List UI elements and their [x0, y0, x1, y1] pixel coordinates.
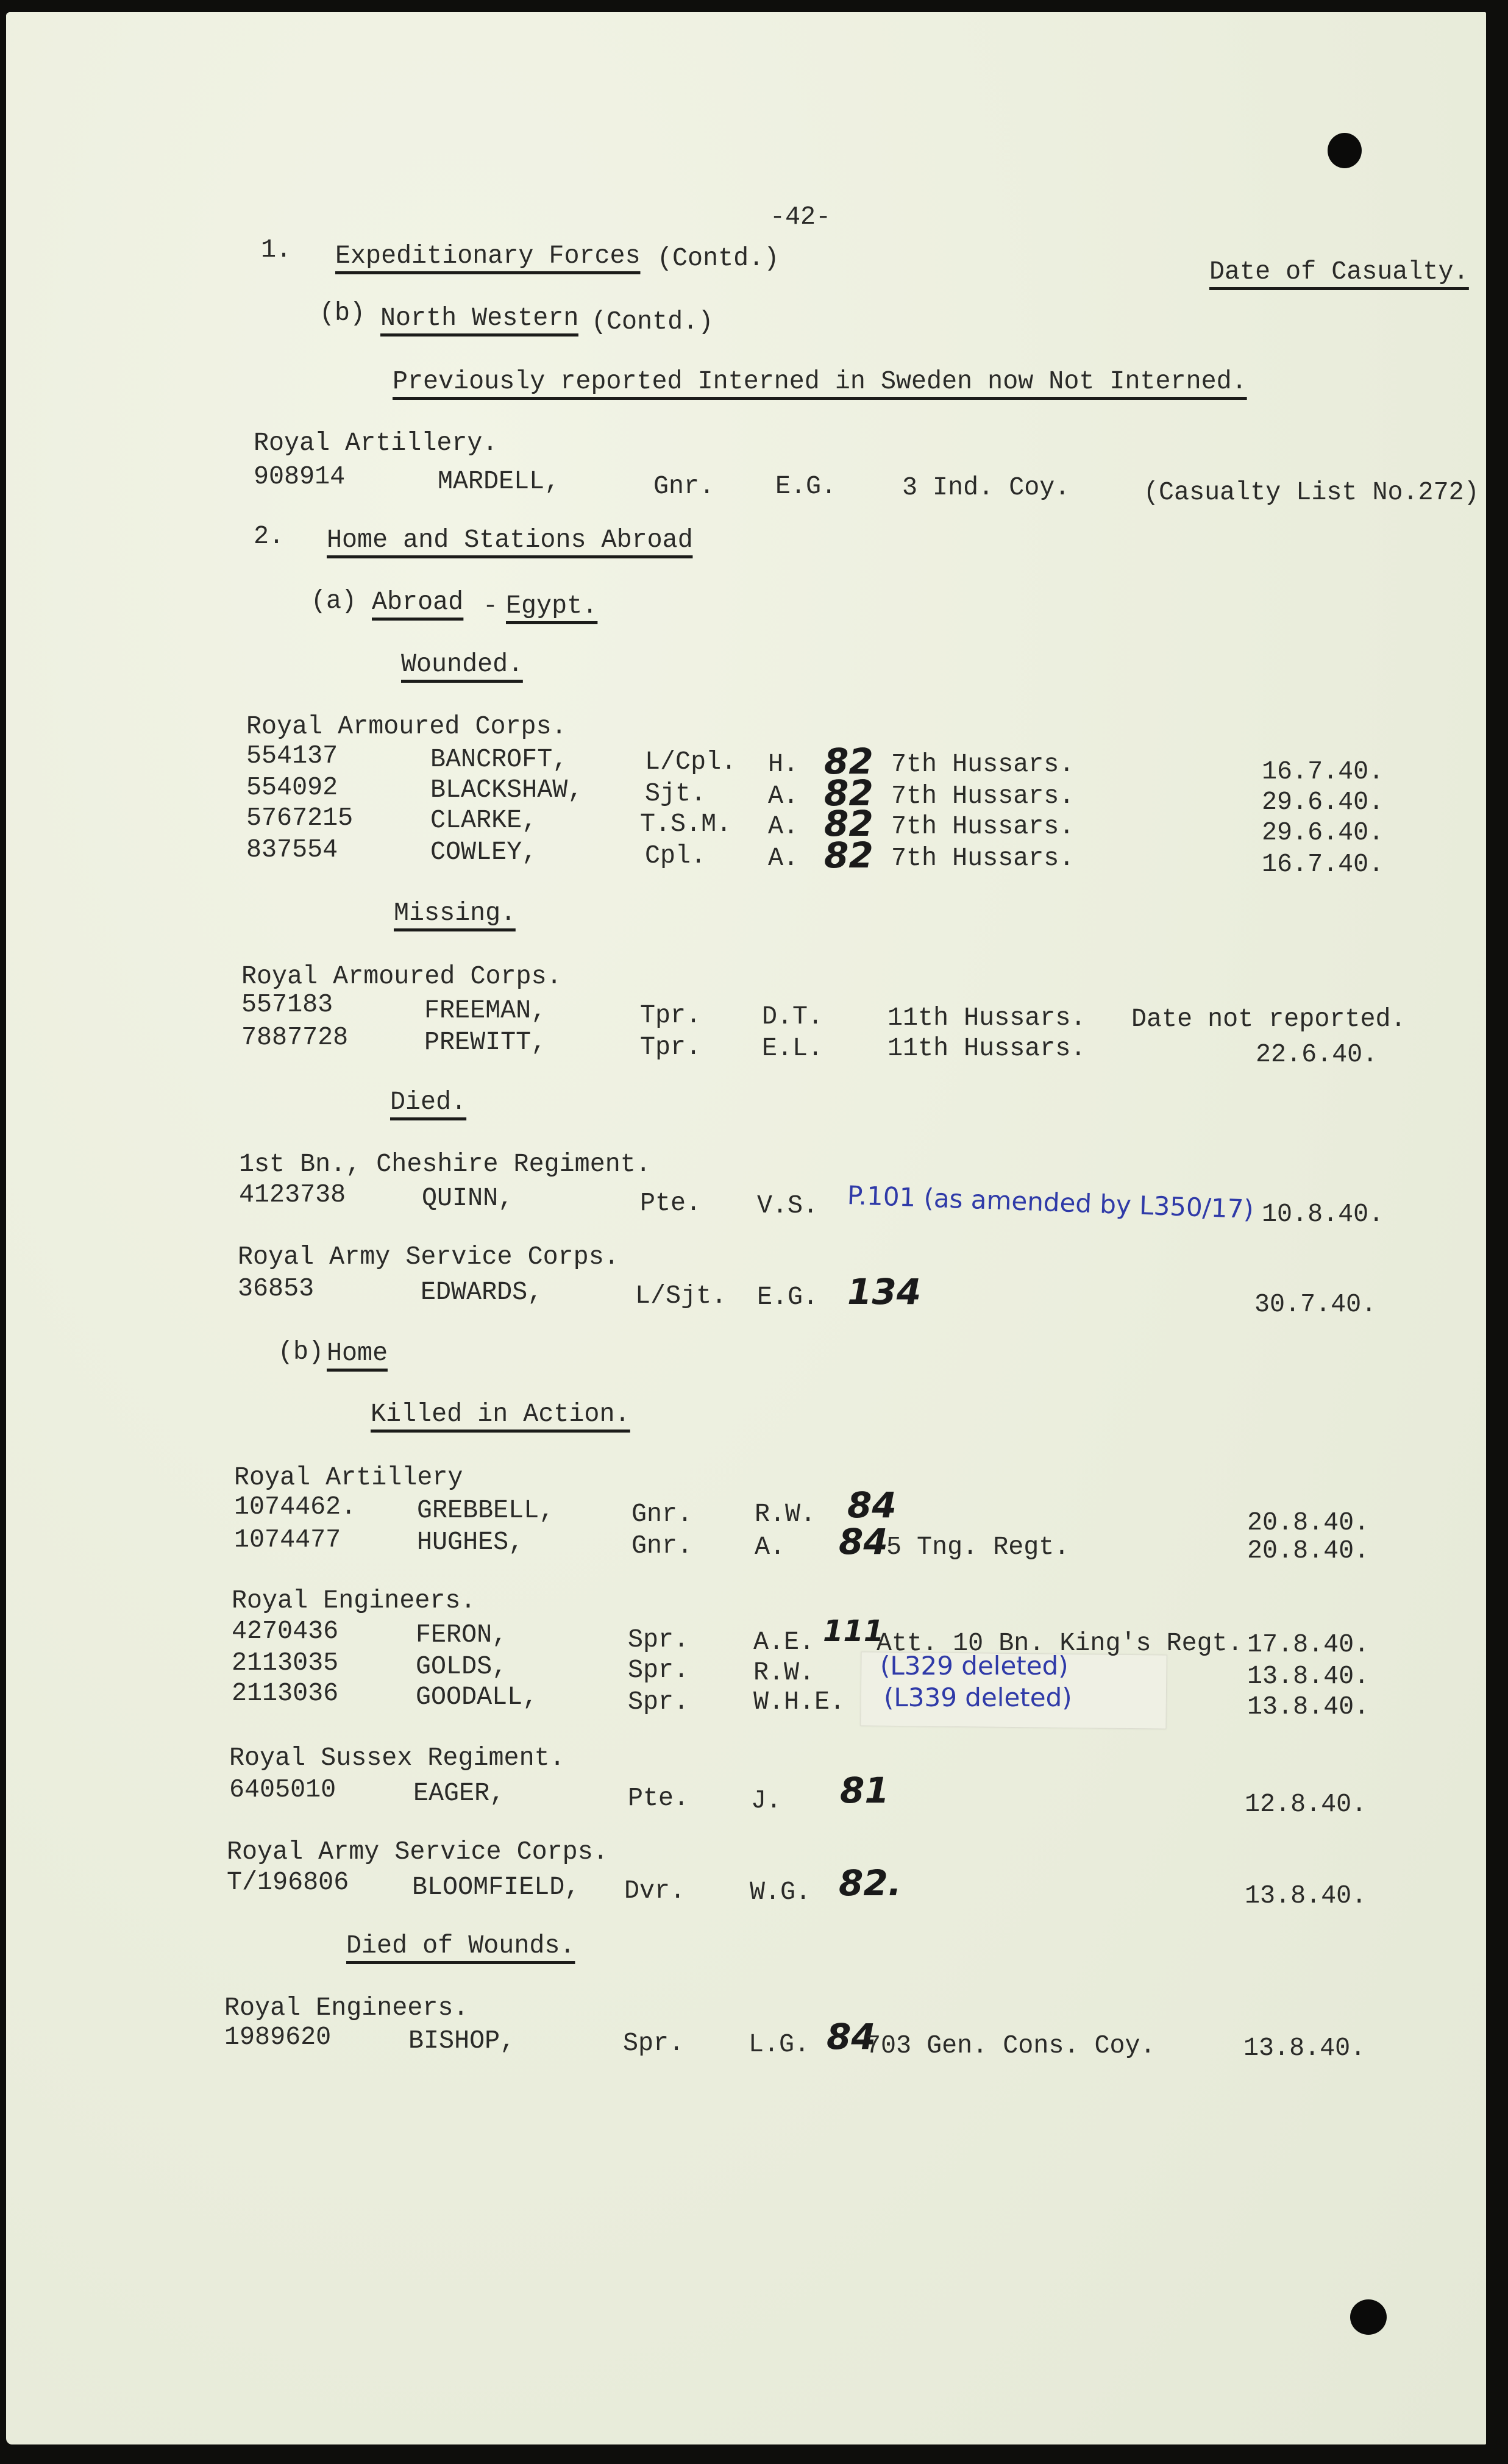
- subsection-place: Egypt.: [506, 593, 597, 624]
- handwritten-ref: 82: [824, 772, 873, 814]
- initials: E.G.: [775, 471, 837, 501]
- rank: Gnr.: [631, 1499, 693, 1529]
- handwritten-ref: 84: [827, 2016, 876, 2057]
- casualty-date: 20.8.40.: [1247, 1536, 1370, 1565]
- surname: BLOOMFIELD,: [412, 1872, 580, 1902]
- handwritten-ref: 134: [847, 1271, 922, 1312]
- unit-note: 7th Hussars.: [891, 749, 1075, 779]
- rank: Cpl.: [645, 841, 706, 871]
- section-heading-suffix: (Contd.): [657, 243, 780, 273]
- unit-name: Royal Army Service Corps.: [238, 1242, 619, 1272]
- subsection-title: Abroad: [372, 589, 463, 621]
- casualty-date: Date not reported.: [1131, 1004, 1406, 1034]
- unit-note: 7th Hussars.: [891, 843, 1075, 873]
- surname: GOODALL,: [416, 1682, 538, 1712]
- category-heading-killed: Killed in Action.: [371, 1401, 630, 1433]
- handwritten-ref: 82: [824, 741, 873, 782]
- service-number: 908914: [254, 461, 346, 491]
- casualty-date: 13.8.40.: [1243, 2033, 1366, 2063]
- service-number: 554092: [246, 772, 338, 802]
- surname: QUINN,: [422, 1183, 514, 1213]
- surname: BANCROFT,: [430, 744, 568, 774]
- surname: MARDELL,: [438, 466, 560, 496]
- subsection-label: (b): [319, 298, 366, 328]
- unit-note: 11th Hussars.: [887, 1003, 1086, 1033]
- initials: R.W.: [753, 1658, 815, 1687]
- service-number: 837554: [246, 835, 338, 864]
- service-number: 6405010: [229, 1775, 336, 1804]
- unit-note: 3 Ind. Coy.: [902, 472, 1070, 502]
- surname: GOLDS,: [416, 1651, 508, 1681]
- rank: L/Sjt.: [635, 1281, 727, 1311]
- category-heading-died: Died.: [390, 1089, 466, 1120]
- casualty-date: 13.8.40.: [1247, 1661, 1370, 1691]
- category-heading-wounded: Wounded.: [401, 651, 523, 683]
- section-number: 1.: [261, 235, 292, 265]
- pen-annotation: (L329 deleted): [880, 1651, 1069, 1681]
- casualty-date: 10.8.40.: [1262, 1199, 1384, 1229]
- initials: W.G.: [750, 1877, 811, 1907]
- surname: CLARKE,: [430, 805, 538, 835]
- initials: R.W.: [755, 1499, 816, 1529]
- unit-note: 703 Gen. Cons. Coy.: [866, 2031, 1156, 2060]
- service-number: 4270436: [232, 1616, 339, 1646]
- service-number: 1989620: [224, 2022, 332, 2052]
- unit-name: Royal Artillery: [234, 1462, 463, 1492]
- initials: A.: [755, 1532, 786, 1562]
- rank: Sjt.: [645, 778, 706, 808]
- unit-name: 1st Bn., Cheshire Regiment.: [239, 1149, 651, 1179]
- handwritten-ref: 81: [840, 1770, 889, 1811]
- casualty-date: 29.6.40.: [1262, 787, 1384, 817]
- rank: Spr.: [623, 2028, 685, 2058]
- unit-name: Royal Engineers.: [232, 1586, 476, 1615]
- surname: FREEMAN,: [424, 995, 547, 1025]
- casualty-date: 13.8.40.: [1247, 1692, 1370, 1722]
- initials: E.G.: [757, 1282, 819, 1312]
- subsection-title: North Western: [380, 305, 578, 336]
- casualty-list-ref: (Casualty List No.272): [1143, 477, 1479, 507]
- rank: Pte.: [628, 1783, 689, 1813]
- section-number: 2.: [254, 521, 285, 551]
- unit-name: Royal Armoured Corps.: [241, 961, 562, 991]
- status-heading: Previously reported Interned in Sweden now Not Interned.: [393, 368, 1247, 400]
- surname: BISHOP,: [408, 2026, 516, 2056]
- unit-name: Royal Artillery.: [254, 428, 498, 458]
- service-number: 2113036: [232, 1678, 339, 1708]
- service-number: 5767215: [246, 803, 354, 833]
- page-number: -42-: [770, 202, 831, 232]
- initials: E.L.: [762, 1033, 823, 1063]
- rank: Gnr.: [653, 471, 715, 501]
- subsection-dash: -: [483, 591, 499, 621]
- punch-hole-bottom: [1350, 2299, 1387, 2335]
- service-number: 2113035: [232, 1648, 339, 1678]
- unit-note: 11th Hussars.: [887, 1033, 1086, 1063]
- rank: Tpr.: [640, 1000, 702, 1030]
- casualty-date: 29.6.40.: [1262, 817, 1384, 847]
- rank: Tpr.: [640, 1032, 702, 1062]
- handwritten-ref: 82: [824, 835, 873, 876]
- casualty-date: 16.7.40.: [1262, 849, 1384, 879]
- surname: FERON,: [416, 1620, 508, 1650]
- casualty-date: 12.8.40.: [1245, 1789, 1367, 1819]
- pen-annotation: (L339 deleted): [884, 1682, 1072, 1712]
- service-number: 557183: [241, 989, 333, 1019]
- surname: EDWARDS,: [421, 1277, 543, 1307]
- initials: L.G.: [749, 2029, 810, 2059]
- section-heading: Home and Stations Abroad: [327, 527, 693, 558]
- rank: Spr.: [628, 1625, 689, 1654]
- subsection-label: (a): [311, 586, 357, 616]
- service-number: 36853: [238, 1273, 315, 1303]
- surname: PREWITT,: [424, 1027, 547, 1057]
- handwritten-ref: 82.: [839, 1862, 902, 1904]
- service-number: 1074462.: [234, 1492, 357, 1522]
- rank: T.S.M.: [640, 809, 732, 839]
- rank: Spr.: [628, 1687, 689, 1717]
- surname: EAGER,: [413, 1778, 505, 1808]
- initials: J.: [751, 1786, 782, 1815]
- initials: D.T.: [762, 1002, 823, 1031]
- pen-annotation: P.101 (as amended by L350/17): [847, 1180, 1254, 1225]
- casualty-date: 30.7.40.: [1254, 1289, 1377, 1319]
- service-number: 4123738: [239, 1180, 346, 1209]
- surname: COWLEY,: [430, 837, 538, 867]
- surname: HUGHES,: [417, 1527, 524, 1557]
- casualty-date: 16.7.40.: [1262, 757, 1384, 786]
- surname: BLACKSHAW,: [430, 775, 583, 805]
- subsection-suffix: (Contd.): [591, 307, 714, 336]
- casualty-date: 17.8.40.: [1247, 1629, 1370, 1659]
- rank: Pte.: [640, 1188, 702, 1218]
- subsection-title: Home: [327, 1340, 388, 1372]
- casualty-date: 22.6.40.: [1256, 1039, 1378, 1069]
- initials: A.: [768, 843, 799, 873]
- service-number: 1074477: [234, 1525, 341, 1554]
- initials: V.S.: [757, 1191, 819, 1220]
- initials: H.: [768, 749, 799, 779]
- unit-name: Royal Army Service Corps.: [227, 1837, 608, 1867]
- surname: GREBBELL,: [417, 1495, 555, 1525]
- punch-hole-top: [1328, 133, 1362, 168]
- rank: Gnr.: [631, 1531, 693, 1561]
- rank: Dvr.: [624, 1876, 686, 1906]
- subsection-label: (b): [278, 1337, 324, 1367]
- date-of-casualty-header: Date of Casualty.: [1209, 258, 1469, 290]
- unit-note: 7th Hussars.: [891, 781, 1075, 811]
- category-heading-died-of-wounds: Died of Wounds.: [346, 1932, 575, 1964]
- initials: A.E.: [753, 1627, 815, 1657]
- handwritten-ref: 111: [823, 1614, 884, 1648]
- casualty-date: 20.8.40.: [1247, 1508, 1370, 1537]
- handwritten-ref: 84: [839, 1521, 888, 1562]
- service-number: T/196806: [227, 1867, 349, 1897]
- unit-note: 5 Tng. Regt.: [886, 1532, 1070, 1562]
- initials: A.: [768, 811, 799, 841]
- casualty-date: 13.8.40.: [1245, 1881, 1367, 1910]
- handwritten-ref: 82: [824, 803, 873, 844]
- service-number: 554137: [246, 741, 338, 771]
- unit-name: Royal Armoured Corps.: [246, 711, 567, 741]
- rank: Spr.: [628, 1655, 689, 1685]
- service-number: 7887728: [241, 1022, 349, 1052]
- unit-note: 7th Hussars.: [891, 811, 1075, 841]
- unit-name: Royal Engineers.: [224, 1993, 469, 2023]
- rank: L/Cpl.: [645, 747, 737, 777]
- handwritten-ref: 84: [847, 1484, 897, 1526]
- unit-note: Att. 10 Bn. King's Regt.: [877, 1628, 1243, 1658]
- initials: A.: [768, 781, 799, 811]
- initials: W.H.E.: [753, 1687, 845, 1717]
- section-heading: Expeditionary Forces: [335, 243, 641, 274]
- unit-name: Royal Sussex Regiment.: [229, 1743, 565, 1773]
- category-heading-missing: Missing.: [394, 900, 516, 931]
